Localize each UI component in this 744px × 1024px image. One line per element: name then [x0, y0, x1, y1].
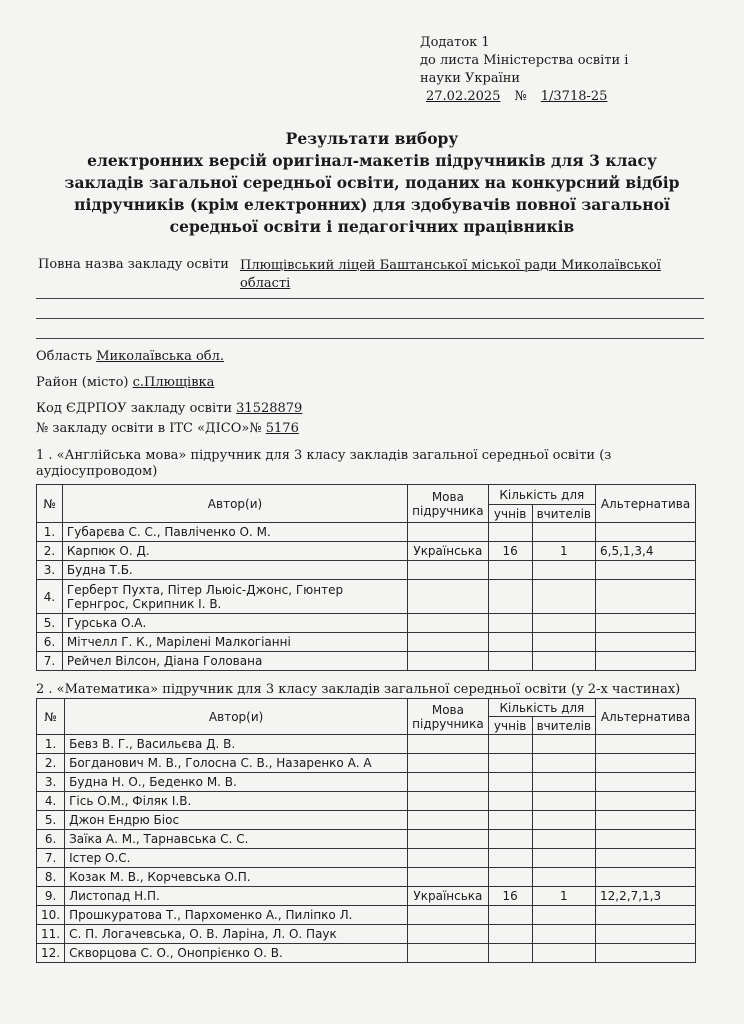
region-label: Область: [36, 349, 93, 364]
region-value: Миколаївська обл.: [96, 349, 225, 364]
title-line-2: електронних версій оригінал-макетів підручників для 3 класу: [87, 151, 657, 170]
row-number: 8.: [37, 868, 65, 887]
section-1-title: 1 . «Англійська мова» підручник для 3 класу закладів загальної середньої освіти (з аудіосупроводом): [36, 448, 612, 479]
pupils-count-cell: [488, 614, 532, 633]
alternative-cell: [596, 754, 696, 773]
row-number: 2.: [37, 542, 63, 561]
row-number: 5.: [37, 614, 63, 633]
alternative-cell: [596, 580, 696, 614]
author-cell: Заїка А. М., Тарнавська С. С.: [65, 830, 408, 849]
row-number: 11.: [37, 925, 65, 944]
institution-label: Повна назва закладу освіти: [38, 257, 229, 272]
table-row: [37, 887, 696, 906]
col-teachers-header: вчителів: [532, 717, 595, 735]
title-line-1: Результати вибору: [285, 129, 459, 148]
table-row: [37, 944, 696, 963]
language-cell: [408, 925, 489, 944]
author-cell: Прошкуратова Т., Пархоменко А., Пиліпко Л.: [65, 906, 408, 925]
col-count-header: Кількість для: [488, 485, 595, 505]
author-cell: Джон Ендрю Біос: [65, 811, 408, 830]
annex-line-1: Додаток 1: [420, 35, 490, 50]
teachers-count-cell: [532, 792, 595, 811]
alternative-cell: [596, 652, 696, 671]
edrpou-field: [36, 400, 302, 418]
author-cell: Рейчел Вілсон, Діана Голована: [62, 652, 407, 671]
title-line-5: середньої освіти і педагогічних працівників: [169, 217, 575, 236]
row-number: 5.: [37, 811, 65, 830]
teachers-count-cell: 1: [532, 887, 595, 906]
teachers-count-cell: [532, 580, 595, 614]
teachers-count-cell: [532, 652, 595, 671]
alternative-cell: [596, 944, 696, 963]
table-row: [37, 542, 696, 561]
document-title: [40, 128, 704, 238]
institution-value-line-1: Плющівський ліцей Баштанської міської ради Миколаївської: [240, 258, 661, 273]
annex-registration: [420, 88, 628, 106]
teachers-count-cell: 1: [532, 542, 595, 561]
table-row: [37, 811, 696, 830]
table-row: [37, 792, 696, 811]
col-alt-header: Альтернатива: [596, 485, 696, 523]
author-cell: Гурська О.А.: [62, 614, 407, 633]
teachers-count-cell: [532, 925, 595, 944]
alternative-cell: [596, 523, 696, 542]
author-cell: Козак М. В., Корчевська О.П.: [65, 868, 408, 887]
table-row: [37, 614, 696, 633]
table-row: [37, 925, 696, 944]
row-number: 9.: [37, 887, 65, 906]
alternative-cell: [596, 811, 696, 830]
blank-line: [36, 338, 704, 339]
language-cell: [408, 633, 489, 652]
alternative-cell: [596, 792, 696, 811]
itc-label: № закладу освіти в ІТС «ДІСО»№: [36, 421, 262, 436]
alternative-cell: [596, 868, 696, 887]
author-cell: Гісь О.М., Філяк І.В.: [65, 792, 408, 811]
pupils-count-cell: [488, 925, 532, 944]
institution-value-line-2: області: [240, 276, 291, 291]
language-cell: Українська: [408, 887, 489, 906]
region-field: [36, 348, 224, 366]
district-label: Район (місто): [36, 375, 129, 390]
teachers-count-cell: [532, 830, 595, 849]
annex-line-2: до листа Міністерства освіти і: [420, 53, 629, 68]
pupils-count-cell: [488, 633, 532, 652]
annex-block: [420, 34, 628, 106]
teachers-count-cell: [532, 849, 595, 868]
table-row: [37, 633, 696, 652]
pupils-count-cell: [488, 754, 532, 773]
language-cell: [408, 523, 489, 542]
language-cell: [408, 868, 489, 887]
alternative-cell: [596, 633, 696, 652]
language-cell: [408, 792, 489, 811]
pupils-count-cell: [488, 792, 532, 811]
language-cell: [408, 580, 489, 614]
teachers-count-cell: [532, 614, 595, 633]
col-author-header: Автор(и): [65, 699, 408, 735]
pupils-count-cell: [488, 944, 532, 963]
alternative-cell: [596, 925, 696, 944]
blank-line: [36, 318, 704, 319]
teachers-count-cell: [532, 523, 595, 542]
row-number: 6.: [37, 633, 63, 652]
language-cell: [408, 561, 489, 580]
teachers-count-cell: [532, 561, 595, 580]
language-cell: [408, 652, 489, 671]
row-number: 4.: [37, 580, 63, 614]
row-number: 12.: [37, 944, 65, 963]
alternative-cell: [596, 773, 696, 792]
col-teachers-header: вчителів: [532, 505, 595, 523]
row-number: 10.: [37, 906, 65, 925]
teachers-count-cell: [532, 944, 595, 963]
title-line-3: закладів загальної середньої освіти, поданих на конкурсний відбір: [64, 173, 680, 192]
col-lang-header: Мова підручника: [408, 485, 489, 523]
teachers-count-cell: [532, 811, 595, 830]
section-1-table: [36, 484, 696, 671]
teachers-count-cell: [532, 868, 595, 887]
table-row: [37, 561, 696, 580]
pupils-count-cell: [488, 773, 532, 792]
table-row: [37, 849, 696, 868]
language-cell: [408, 849, 489, 868]
table-row: [37, 735, 696, 754]
col-no-header: №: [37, 699, 65, 735]
author-cell: Будна Н. О., Беденко М. В.: [65, 773, 408, 792]
teachers-count-cell: [532, 735, 595, 754]
author-cell: Бевз В. Г., Васильєва Д. В.: [65, 735, 408, 754]
table-row: [37, 580, 696, 614]
language-cell: [408, 735, 489, 754]
annex-date: 27.02.2025: [426, 89, 501, 104]
author-cell: Герберт Пухта, Пітер Льюіс-Джонс, Гюнтер Гернгрос, Скрипник І. В.: [62, 580, 407, 614]
col-pupils-header: учнів: [488, 717, 532, 735]
col-pupils-header: учнів: [488, 505, 532, 523]
author-cell: Будна Т.Б.: [62, 561, 407, 580]
pupils-count-cell: 16: [488, 887, 532, 906]
itc-field: [36, 420, 299, 438]
author-cell: Скворцова С. О., Онопрієнко О. В.: [65, 944, 408, 963]
col-lang-header: Мова підручника: [408, 699, 489, 735]
itc-value: 5176: [265, 421, 299, 436]
district-field: [36, 374, 214, 392]
table-row: [37, 830, 696, 849]
language-cell: [408, 754, 489, 773]
pupils-count-cell: [488, 830, 532, 849]
table-row: [37, 652, 696, 671]
row-number: 1.: [37, 735, 65, 754]
teachers-count-cell: [532, 754, 595, 773]
row-number: 1.: [37, 523, 63, 542]
institution-value: [240, 257, 700, 293]
author-cell: С. П. Логачевська, О. В. Ларіна, Л. О. Паук: [65, 925, 408, 944]
alternative-cell: 12,2,7,1,3: [596, 887, 696, 906]
alternative-cell: [596, 849, 696, 868]
annex-number: 1/3718-25: [540, 89, 608, 104]
author-cell: Істер О.С.: [65, 849, 408, 868]
alternative-cell: [596, 830, 696, 849]
district-value: с.Плющівка: [132, 375, 215, 390]
pupils-count-cell: [488, 811, 532, 830]
section-2-title: 2 . «Математика» підручник для 3 класу закладів загальної середньої освіти (у 2-х частинах): [36, 682, 681, 697]
language-cell: [408, 906, 489, 925]
row-number: 2.: [37, 754, 65, 773]
pupils-count-cell: [488, 523, 532, 542]
col-count-header: Кількість для: [488, 699, 595, 717]
col-alt-header: Альтернатива: [596, 699, 696, 735]
pupils-count-cell: [488, 652, 532, 671]
author-cell: Богданович М. В., Голосна С. В., Назаренко А. А: [65, 754, 408, 773]
author-cell: Мітчелл Г. К., Марілені Малкогіанні: [62, 633, 407, 652]
language-cell: [408, 773, 489, 792]
pupils-count-cell: 16: [488, 542, 532, 561]
alternative-cell: 6,5,1,3,4: [596, 542, 696, 561]
table-row: [37, 906, 696, 925]
language-cell: [408, 830, 489, 849]
teachers-count-cell: [532, 906, 595, 925]
col-no-header: №: [37, 485, 63, 523]
row-number: 4.: [37, 792, 65, 811]
row-number: 7.: [37, 652, 63, 671]
edrpou-label: Код ЄДРПОУ закладу освіти: [36, 401, 233, 416]
pupils-count-cell: [488, 906, 532, 925]
teachers-count-cell: [532, 633, 595, 652]
table-row: [37, 773, 696, 792]
annex-line-3: науки України: [420, 71, 521, 86]
alternative-cell: [596, 614, 696, 633]
pupils-count-cell: [488, 735, 532, 754]
pupils-count-cell: [488, 561, 532, 580]
language-cell: Українська: [408, 542, 489, 561]
edrpou-value: 31528879: [236, 401, 303, 416]
annex-number-sign: №: [514, 89, 527, 104]
section-2-table: [36, 698, 696, 963]
title-line-4: підручників (крім електронних) для здобувачів повної загальної: [74, 195, 670, 214]
col-author-header: Автор(и): [62, 485, 407, 523]
table-row: [37, 754, 696, 773]
row-number: 7.: [37, 849, 65, 868]
language-cell: [408, 944, 489, 963]
pupils-count-cell: [488, 868, 532, 887]
alternative-cell: [596, 561, 696, 580]
author-cell: Карпюк О. Д.: [62, 542, 407, 561]
table-row: [37, 523, 696, 542]
pupils-count-cell: [488, 849, 532, 868]
teachers-count-cell: [532, 773, 595, 792]
language-cell: [408, 614, 489, 633]
row-number: 6.: [37, 830, 65, 849]
language-cell: [408, 811, 489, 830]
table-row: [37, 868, 696, 887]
alternative-cell: [596, 906, 696, 925]
pupils-count-cell: [488, 580, 532, 614]
author-cell: Листопад Н.П.: [65, 887, 408, 906]
row-number: 3.: [37, 773, 65, 792]
alternative-cell: [596, 735, 696, 754]
blank-line: [36, 298, 704, 299]
row-number: 3.: [37, 561, 63, 580]
author-cell: Губарєва С. С., Павліченко О. М.: [62, 523, 407, 542]
